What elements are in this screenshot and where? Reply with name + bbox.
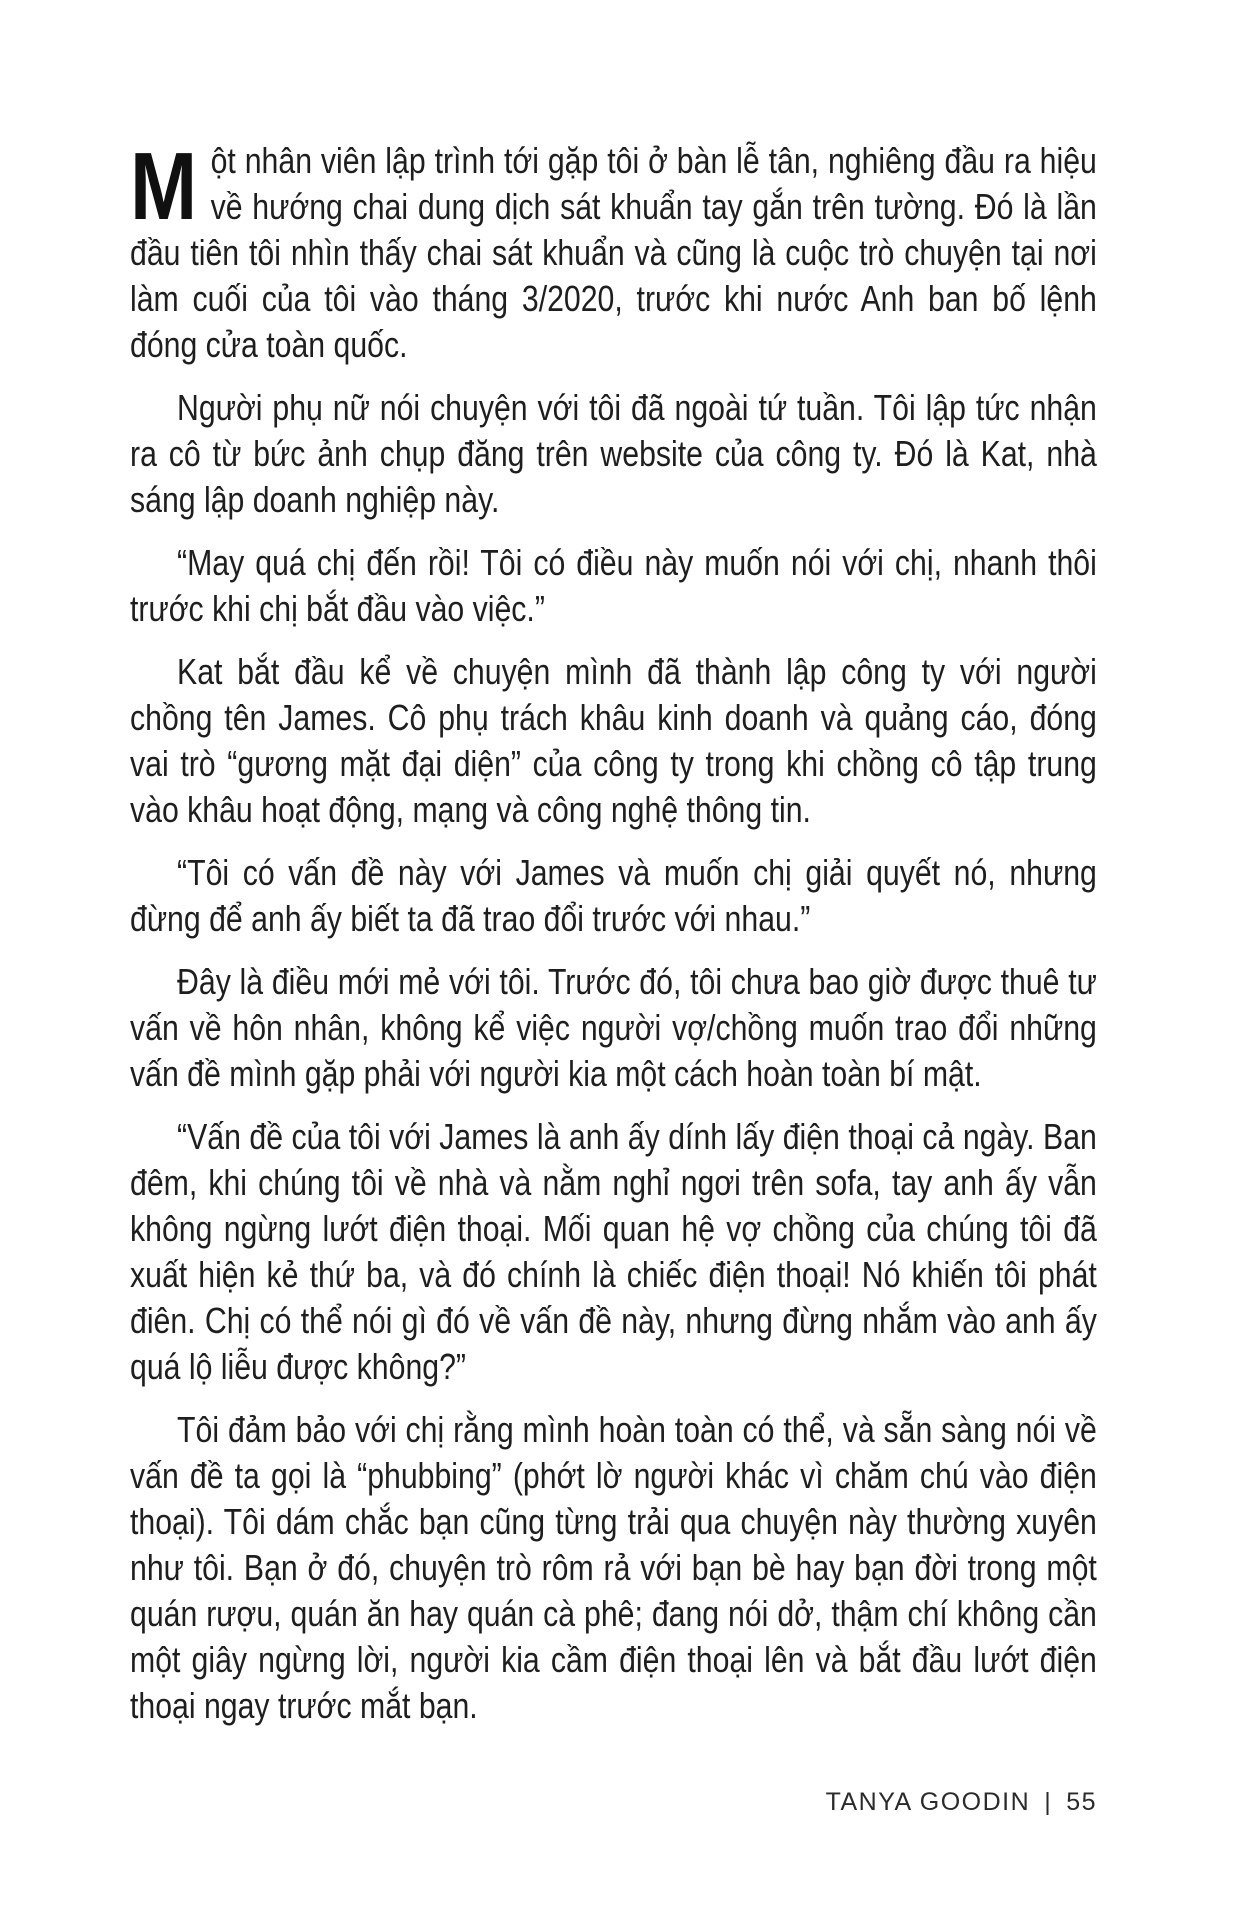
drop-cap-letter: M — [130, 133, 198, 240]
footer-divider: | — [1044, 1788, 1053, 1816]
paragraph-1-text: ột nhân viên lập trình tới gặp tôi ở bàn lễ tân, nghiêng đầu ra hiệu về hướng chai dung dịch sát khuẩn tay gắn trên tường. Đó là lần đầu tiên tôi nhìn thấy chai sát khuẩn và cũng là cuộc trò chuyện tại nơi làm cuối của tôi vào tháng 3/2020, trước khi nước Anh ban bố lệnh đóng cửa toàn quốc. — [130, 140, 1097, 365]
paragraph-6: Đây là điều mới mẻ với tôi. Trước đó, tôi chưa bao giờ được thuê tư vấn về hôn nhân, không kể việc người vợ/chồng muốn trao đổi những vấn đề mình gặp phải với người kia một cách hoàn toàn bí mật. — [130, 961, 1097, 1094]
paragraph-4: Kat bắt đầu kể về chuyện mình đã thành lập công ty với người chồng tên James. Cô phụ trách khâu kinh doanh và quảng cáo, đóng vai trò “gương mặt đại diện” của công ty trong khi chồng cô tập trung vào khâu hoạt động, mạng và công nghệ thông tin. — [130, 651, 1097, 830]
paragraph-7: “Vấn đề của tôi với James là anh ấy dính lấy điện thoại cả ngày. Ban đêm, khi chúng tôi về nhà và nằm nghỉ ngơi trên sofa, tay anh ấy vẫn không ngừng lướt điện thoại. Mối quan hệ vợ chồng của chúng tôi đã xuất hiện kẻ thứ ba, và đó chính là chiếc điện thoại! Nó khiến tôi phát điên. Chị có thể nói gì đó về vấn đề này, nhưng đừng nhắm vào anh ấy quá lộ liễu được không?” — [130, 1116, 1097, 1387]
footer-author: TANYA GOODIN — [825, 1788, 1031, 1816]
paragraph-2: Người phụ nữ nói chuyện với tôi đã ngoài tứ tuần. Tôi lập tức nhận ra cô từ bức ảnh chụp đăng trên website của công ty. Đó là Kat, nhà sáng lập doanh nghiệp này. — [130, 387, 1097, 520]
page-footer — [826, 1788, 1097, 1817]
paragraph-5: “Tôi có vấn đề này với James và muốn chị giải quyết nó, nhưng đừng để anh ấy biết ta đã trao đổi trước với nhau.” — [130, 852, 1097, 939]
paragraph-3: “May quá chị đến rồi! Tôi có điều này muốn nói với chị, nhanh thôi trước khi chị bắt đầu vào việc.” — [130, 542, 1097, 629]
page-body — [130, 133, 1097, 1746]
paragraph-1 — [130, 133, 1097, 368]
footer-page-number: 55 — [1066, 1788, 1097, 1816]
paragraph-8: Tôi đảm bảo với chị rằng mình hoàn toàn có thể, và sẵn sàng nói về vấn đề ta gọi là “phubbing” (phớt lờ người khác vì chăm chú vào điện thoại). Tôi dám chắc bạn cũng từng trải qua chuyện này thường xuyên như tôi. Bạn ở đó, chuyện trò rôm rả với bạn bè hay bạn đời trong một quán rượu, quán ăn hay quán cà phê; đang nói dở, thậm chí không cần một giây ngừng lời, người kia cầm điện thoại lên và bắt đầu lướt điện thoại ngay trước mắt bạn. — [130, 1409, 1097, 1726]
